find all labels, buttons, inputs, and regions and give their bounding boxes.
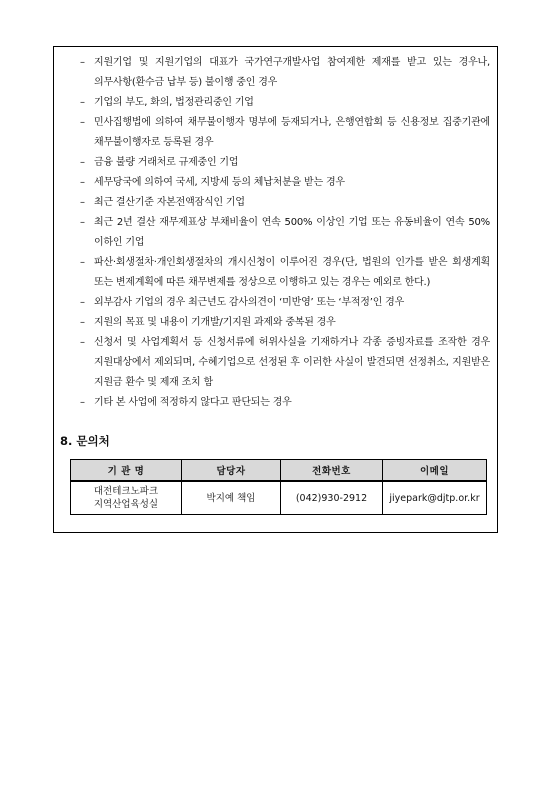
- list-item: [80, 293, 490, 313]
- header-person: 담당자: [182, 460, 281, 482]
- list-item: [80, 193, 490, 213]
- list-item-text: 금융 불량 거래처로 규제중인 기업: [94, 157, 239, 168]
- list-item: [80, 313, 490, 333]
- dash-marker: –: [80, 157, 85, 168]
- dash-marker: –: [80, 397, 85, 408]
- dash-marker: –: [80, 217, 85, 228]
- dash-marker: –: [80, 177, 85, 188]
- list-item-text: 기타 본 사업에 적정하지 않다고 판단되는 경우: [94, 397, 292, 408]
- dash-marker: –: [80, 57, 85, 68]
- header-email: 이메일: [383, 460, 487, 482]
- exclusion-criteria-list: [80, 53, 490, 413]
- list-item: [80, 253, 490, 293]
- cell-person: 박지예 책임: [182, 481, 281, 515]
- header-phone: 전화번호: [281, 460, 383, 482]
- cell-phone: (042)930-2912: [281, 481, 383, 515]
- contact-table: [70, 459, 487, 515]
- list-item-text: 세무당국에 의하여 국세, 지방세 등의 체납처분을 받는 경우: [94, 177, 345, 188]
- document-frame: [53, 46, 498, 533]
- dash-marker: –: [80, 337, 85, 348]
- list-item: [80, 113, 490, 153]
- dash-marker: –: [80, 117, 85, 128]
- list-item-text: 외부감사 기업의 경우 최근년도 감사의견이 ‘미반영’ 또는 ‘부적정’인 경우: [94, 297, 405, 308]
- list-item: [80, 93, 490, 113]
- list-item: [80, 393, 490, 413]
- table-header-row: [71, 460, 487, 482]
- table-row: [71, 481, 487, 515]
- cell-org: [71, 481, 182, 515]
- list-item-text: 지원기업 및 지원기업의 대표가 국가연구개발사업 참여제한 제재를 받고 있는 경우나, 의무사항(환수금 납부 등) 불이행 중인 경우: [94, 57, 490, 88]
- list-item: [80, 153, 490, 173]
- dash-marker: –: [80, 197, 85, 208]
- dash-marker: –: [80, 97, 85, 108]
- list-item: [80, 333, 490, 393]
- list-item-text: 민사집행법에 의하여 채무불이행자 명부에 등재되거나, 은행연합회 등 신용정보 집중기관에 채무불이행자로 등록된 경우: [94, 117, 490, 148]
- list-item: [80, 213, 490, 253]
- list-item-text: 기업의 부도, 화의, 법정관리중인 기업: [94, 97, 254, 108]
- list-item-text: 최근 결산기준 자본전액잠식인 기업: [94, 197, 245, 208]
- dash-marker: –: [80, 257, 85, 268]
- list-item-text: 지원의 목표 및 내용이 기개발/기지원 과제와 중복된 경우: [94, 317, 336, 328]
- cell-email: jiyepark@djtp.or.kr: [383, 481, 487, 515]
- org-name: 대전테크노파크: [93, 486, 159, 497]
- section-heading-contact: 8. 문의처: [60, 434, 110, 448]
- list-item: [80, 53, 490, 93]
- list-item-text: 신청서 및 사업계획서 등 신청서류에 허위사실을 기재하거나 각종 증빙자료를 조작한 경우 지원대상에서 제외되며, 수혜기업으로 선정된 후 이러한 사실이 발견되면 선정취소, 지원받은 지원금 환수 및 제재 조치 함: [94, 337, 490, 388]
- list-item: [80, 173, 490, 193]
- list-item-text: 최근 2년 결산 재무제표상 부채비율이 연속 500% 이상인 기업 또는 유동비율이 연속 50% 이하인 기업: [94, 217, 490, 248]
- header-org: 기 관 명: [71, 460, 182, 482]
- dash-marker: –: [80, 317, 85, 328]
- org-department: 지역산업육성실: [93, 499, 159, 510]
- list-item-text: 파산·회생절차·개인회생절차의 개시신청이 이루어진 경우(단, 법원의 인가를 받은 회생계획 또는 변제계획에 따른 채무변제를 정상으로 이행하고 있는 경우는 예외로 한다.): [94, 257, 490, 288]
- dash-marker: –: [80, 297, 85, 308]
